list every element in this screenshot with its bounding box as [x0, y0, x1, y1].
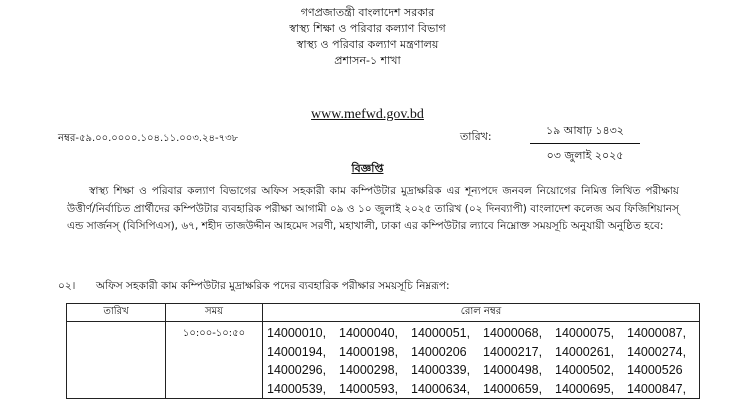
roll-number: 14000010,	[267, 326, 327, 340]
website-link[interactable]: www.mefwd.gov.bd	[311, 107, 424, 122]
roll-number: 14000274,	[627, 344, 687, 359]
roll-number: 14000075,	[555, 326, 615, 340]
header-line-government: গণপ্রজাতন্ত্রী বাংলাদেশ সরকার	[300, 6, 435, 19]
roll-number-cell	[263, 322, 700, 399]
header-time: সময়	[166, 304, 263, 322]
time-cell: ১০:০০-১০:৫০	[166, 322, 263, 399]
roll-number: 14000634,	[411, 381, 471, 396]
header-line-ministry: স্বাস্থ্য ও পরিবার কল্যাণ মন্ত্রণালয়	[296, 38, 439, 51]
roll-number: 14000217,	[483, 344, 543, 359]
notice-title-text: বিজ্ঞপ্তি	[351, 162, 384, 175]
roll-number: 14000695,	[555, 381, 615, 396]
schedule-table	[66, 303, 700, 399]
date-label: তারিখ:	[460, 130, 492, 143]
government-header	[0, 5, 735, 69]
header-line-branch: প্রশাসন-১ শাখা	[334, 54, 401, 67]
memo-number: নম্বর-৫৯.০০.০০০০.১০৪.১১.০০৩.২৪-৭৩৮	[58, 133, 239, 144]
roll-number: 14000296,	[267, 363, 327, 377]
date-bangla: ১৯ আষাঢ় ১৪৩২	[530, 122, 640, 144]
roll-number: 14000051,	[411, 326, 471, 340]
roll-number-grid	[267, 324, 695, 398]
table-row	[67, 322, 700, 399]
header-date: তারিখ	[67, 304, 166, 322]
header-roll-number: রোল নম্বর	[263, 304, 700, 322]
roll-number: 14000593,	[339, 381, 399, 396]
table-header-row	[67, 304, 700, 322]
header-line-division: স্বাস্থ্য শিক্ষা ও পরিবার কল্যাণ বিভাগ	[289, 22, 446, 35]
roll-number: 14000526	[627, 363, 683, 377]
section-number: ০২।	[58, 280, 76, 292]
roll-number: 14000539,	[267, 381, 327, 396]
notice-paragraph: স্বাস্থ্য শিক্ষা ও পরিবার কল্যাণ বিভাগের অফিস সহকারী কাম কম্পিউটার মুদ্রাক্ষরিক এর শূন্যপদে জনবল নিয়োগের নিমিত্ত লিখিত পরীক্ষায় উত্তীর্ণ/নির্বাচিত প্রার্থীদের কম্পিউটার ব্যবহারিক পরীক্ষা আগামী ০৯ ও ১০ জুলাই ২০২৫ তারিখ (০২ দিনব্যাপী) বাংলাদেশ কলেজ অব ফিজিশিয়ানস্ এন্ড সার্জনস্ (বিসিপিএস), ৬৭, শহীদ তাজউদ্দীন আহমেদ সরণী, মহাখালী, ঢাকা এর কম্পিউটার ল্যাবে নিম্নোক্ত সময়সূচি অনুযায়ী অনুষ্ঠিত হবে:	[67, 185, 679, 232]
date-english: ০৩ জুলাই ২০২৫	[546, 149, 624, 162]
roll-number: 14000261,	[555, 344, 615, 359]
roll-number: 14000847,	[627, 381, 687, 396]
roll-number: 14000298,	[339, 363, 399, 377]
date-cell	[67, 322, 166, 399]
roll-number: 14000206	[411, 344, 467, 359]
roll-number: 14000068,	[483, 326, 543, 340]
roll-number: 14000339,	[411, 363, 471, 377]
roll-number: 14000087,	[627, 326, 687, 340]
roll-number: 14000194,	[267, 344, 327, 359]
notice-title	[0, 157, 735, 179]
roll-number: 14000198,	[339, 344, 399, 359]
section-text: অফিস সহকারী কাম কম্পিউটার মুদ্রাক্ষরিক পদের ব্যবহারিক পরীক্ষার সময়সূচি নিম্নরূপ:	[96, 280, 450, 292]
roll-number: 14000659,	[483, 381, 543, 396]
roll-number: 14000498,	[483, 363, 543, 377]
roll-number: 14000502,	[555, 363, 615, 377]
roll-number: 14000040,	[339, 326, 399, 340]
